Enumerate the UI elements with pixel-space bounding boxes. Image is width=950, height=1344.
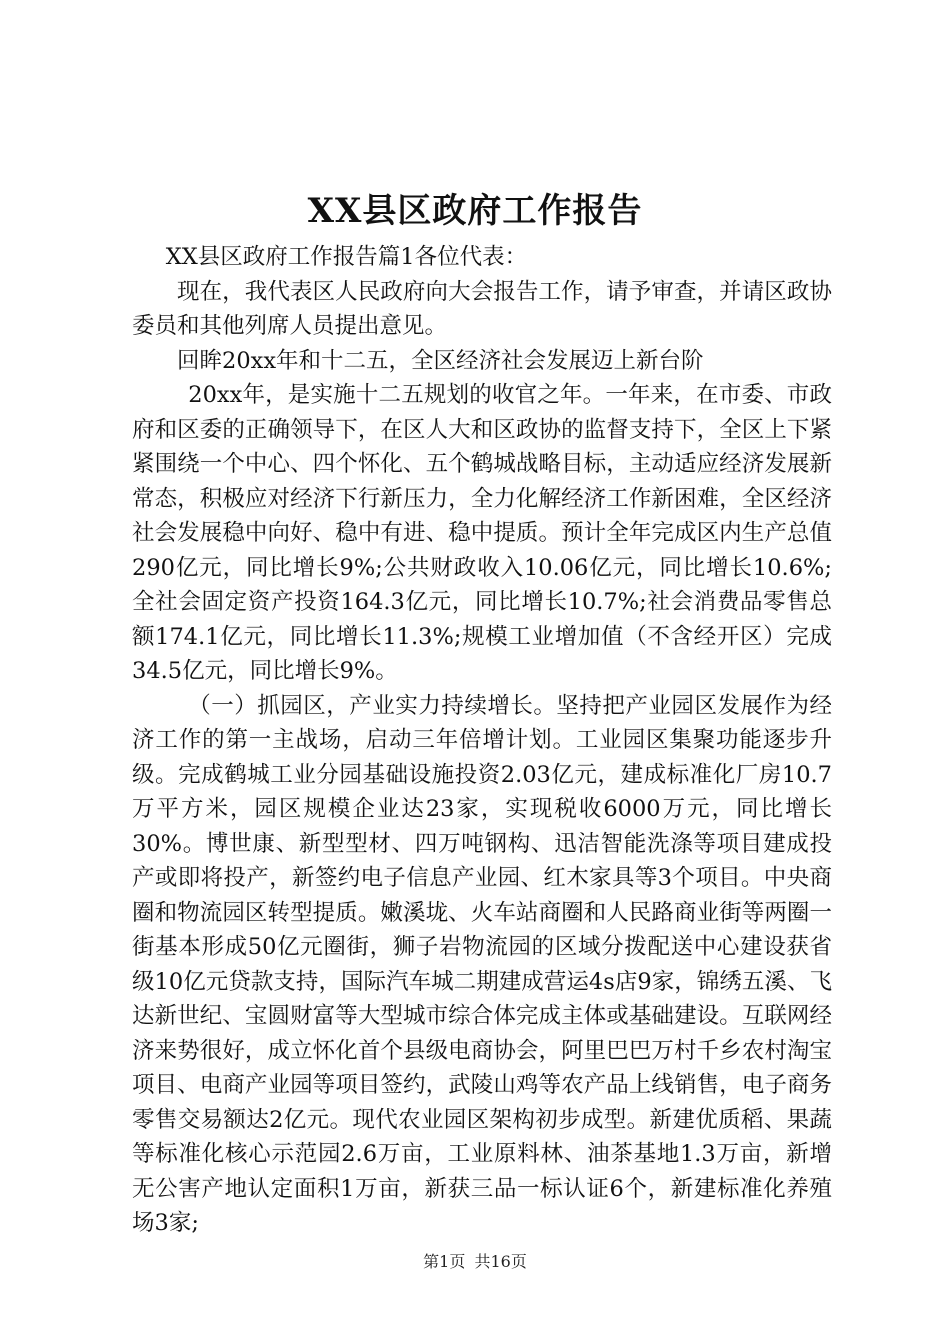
page-footer [0,1250,950,1274]
paragraph-summary: 20xx年，是实施十二五规划的收官之年。一年来，在市委、市政府和区委的正确领导下，在区人大和区政协的监督支持下，全区上下紧紧围绕一个中心、四个怀化、五个鹤城战略目标，主动适应经济发展新常态，积极应对经济下行新压力，全力化解经济工作新困难，全区经济社会发展稳中向好、稳中有进、稳中提质。预计全年完成区内生产总值290亿元，同比增长9%;公共财政收入10.06亿元，同比增长10.6%;全社会固定资产投资164.3亿元，同比增长10.7%;社会消费品零售总额174.1亿元，同比增长11.3%;规模工业增加值（不含经开区）完成34.5亿元，同比增长9%。 [132,382,832,684]
document-body [132,240,832,1241]
page-total: 共16页 [474,1252,527,1271]
paragraph-intro: XX县区政府工作报告篇1各位代表： [165,244,528,270]
document-title: XX县区政府工作报告 [307,191,643,231]
page-number: 第1页 [423,1252,466,1271]
paragraph-opening: 现在，我代表区人民政府向大会报告工作，请予审查，并请区政协委员和其他列席人员提出意见。 [132,278,832,339]
paragraph-heading-review: 回眸20xx年和十二五，全区经济社会发展迈上新台阶 [177,347,704,374]
paragraph-industrial-parks: （一）抓园区，产业实力持续增长。坚持把产业园区发展作为经济工作的第一主战场，启动三年倍增计划。工业园区集聚功能逐步升级。完成鹤城工业分园基础设施投资2.03亿元，建成标准化厂房10.7万平方米，园区规模企业达23家，实现税收6000万元，同比增长30%。博世康、新型型材、四万吨钢构、迅洁智能洗涤等项目建成投产或即将投产，新签约电子信息产业园、红木家具等3个项目。中央商圈和物流园区转型提质。嫩溪垅、火车站商圈和人民路商业街等两圈一街基本形成50亿元圈街，狮子岩物流园的区域分拨配送中心建设获省级10亿元贷款支持，国际汽车城二期建成营运4s店9家，锦绣五溪、飞达新世纪、宝圆财富等大型城市综合体完成主体或基础建设。互联网经济来势很好，成立怀化首个县级电商协会，阿里巴巴万村千乡农村淘宝项目、电商产业园等项目签约，武陵山鸡等农产品上线销售，电子商务零售交易额达2亿元。现代农业园区架构初步成型。新建优质稻、果蔬等标准化核心示范园2.6万亩，工业原料林、油茶基地1.3万亩，新增无公害产地认定面积1万亩，新获三品一标认证6个，新建标准化养殖场3家; [132,692,832,1236]
